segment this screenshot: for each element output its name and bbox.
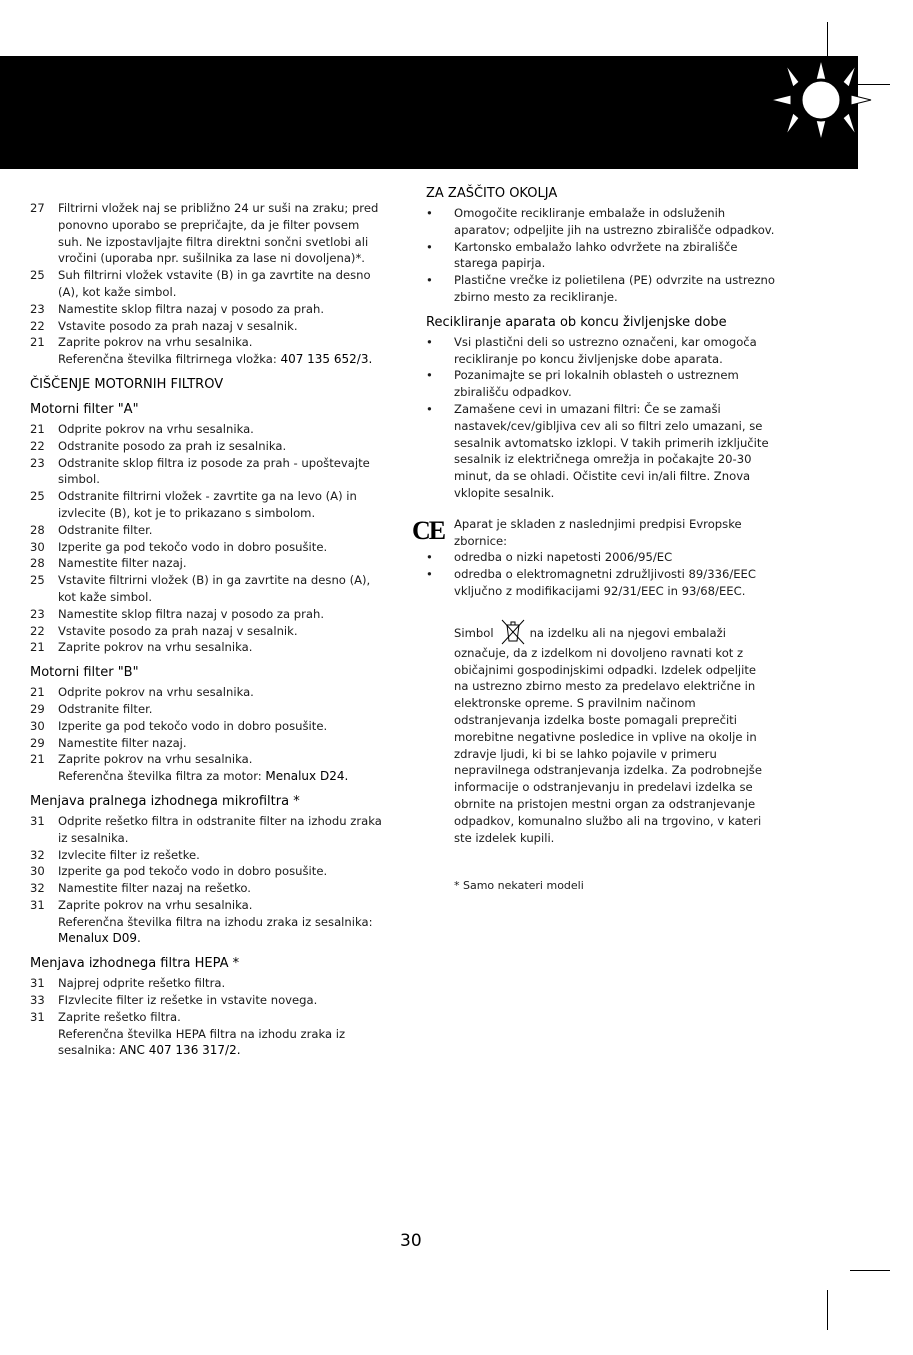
list-item: 27 Filtrirni vložek naj se približno 24 ur suši na zraku; pred ponovno uporabo se prepričajte, da je filter povsem suh. Ne izpostavljajte filtra direktni sončni svetlobi ali vročini (uporaba npr. sušilnika za lase ni dovoljena)*. — [30, 201, 379, 266]
list-item: 21 Odprite pokrov na vrhu sesalnika. — [30, 685, 254, 700]
list-item: • Zamašene cevi in umazani filtri: Če se zamaši nastavek/cev/gibljiva cev ali so filtri zelo umazani, se sesalnik avtomatsko izklopi. V takih primerih izključite sesalnik iz električnega omrežja in počakajte 20-30 minut, da se ohladi. Očistite cevi in/ali filtre. Znova vklopite sesalnik. — [426, 401, 769, 500]
section-heading-environment: ZA ZAŠČITO OKOLJA — [426, 186, 558, 201]
subheading-filter-b: Motorni filter "B" — [30, 665, 139, 681]
list-item: • Pozanimajte se pri lokalnih oblasteh o ustreznem zbirališču odpadkov. — [426, 368, 739, 400]
list-item: 31 Zaprite rešetko filtra. — [30, 1009, 181, 1024]
subheading-filter-a: Motorni filter "A" — [30, 401, 139, 417]
list-item: 31 Zaprite pokrov na vrhu sesalnika. — [30, 897, 253, 912]
list-item: 31 Odprite rešetko filtra in odstranite filter na izhodu zraka iz sesalnika. — [30, 813, 382, 845]
list-item: 29 Odstranite filter. — [30, 701, 153, 716]
list-item: • Omogočite recikliranje embalaže in odsluženih aparatov; odpeljite jih na ustrezno zbirališče odpadkov. — [426, 206, 775, 237]
subheading-recycling: Recikliranje aparata ob koncu življenjske dobe — [426, 314, 727, 330]
reference-number: Referenčna številka filtra na izhodu zraka iz sesalnika: Menalux D09. — [58, 914, 373, 946]
list-item: 32 Izvlecite filter iz rešetke. — [30, 847, 200, 862]
weee-notice: Simbol na izdelku ali na njegovi embalaži označuje, da z izdelkom ni dovoljeno ravnati kot z običajnimi gospodinjskimi odpadki. Izdelek odpeljite na ustrezno zbirno mesto za predelavo električne in elektronske opreme. S pravilnim načinom odstranjevanja izdelka boste pomagali preprečiti morebitne negativne posledice in vplive na okolje in zdravje ljudi, ki bi se lahko pojavile v primeru nepravilnega odstranjevanja izdelka. Za podrobnejše informacije o odstranjevanju in predelavi izdelka se obrnite na pristojen mestni organ za odstranjevanje odpadkov, komunalno službo ali na trgovino, v kateri ste izdelek kupili. — [426, 617, 798, 847]
list-item: 21 Zaprite pokrov na vrhu sesalnika. — [30, 335, 253, 350]
list-item: 28 Namestite filter nazaj. — [30, 556, 187, 571]
list-item: 33 FIzvlecite filter iz rešetke in vstavite novega. — [30, 993, 318, 1008]
list-item: 30 Izperite ga pod tekočo vodo in dobro posušite. — [30, 864, 328, 879]
list-item: 25 Odstranite filtrirni vložek - zavrtite ga na levo (A) in izvlecite (B), kot je to prikazano s simbolom. — [30, 489, 357, 520]
list-item: 23 Namestite sklop filtra nazaj v posodo za prah. — [30, 301, 325, 316]
crop-mark-bottom-right — [850, 1270, 890, 1271]
list-item: 30 Izperite ga pod tekočo vodo in dobro posušite. — [30, 718, 328, 733]
reference-number: Referenčna številka HEPA filtra na izhodu zraka iz sesalnika: ANC 407 136 317/2. — [58, 1026, 346, 1058]
list-item: 31 Najprej odprite rešetko filtra. — [30, 976, 226, 991]
crop-mark-top — [827, 22, 828, 58]
list-item: 23 Namestite sklop filtra nazaj v posodo za prah. — [30, 606, 325, 621]
ce-compliance: CE Aparat je skladen z naslednjimi predpisi Evropske zbornice: • odredba o nizki napetosti 2006/95/EC • odredba o elektromagnetni združljivosti 89/336/EEC vključno z modifikacijami 92/31/EEC in 93/68/EEC. — [426, 516, 798, 600]
environment-bullets — [426, 205, 798, 306]
list-item: • Vsi plastični deli so ustrezno označeni, kar omogoča recikliranje po koncu življenjske dobe aparata. — [426, 334, 757, 366]
crop-mark-bottom — [827, 1290, 828, 1330]
crossed-bin-icon — [500, 617, 526, 645]
left-column — [30, 200, 402, 1059]
list-item: 32 Namestite filter nazaj na rešetko. — [30, 881, 251, 896]
list-item: 23 Odstranite sklop filtra iz posode za prah - upoštevajte simbol. — [30, 455, 370, 487]
footnote: * Samo nekateri modeli — [454, 879, 584, 893]
page-number: 30 — [400, 1231, 422, 1251]
list-item: • odredba o nizki napetosti 2006/95/EC — [426, 550, 673, 565]
microfilter-steps — [30, 813, 402, 947]
filter-a-steps — [30, 421, 402, 656]
list-item: 22 Vstavite posodo za prah nazaj v sesalnik. — [30, 623, 298, 638]
list-item: • Plastične vrečke iz polietilena (PE) odvrzite na ustrezno zbirno mesto za recikliranje. — [426, 273, 775, 304]
right-column — [412, 186, 798, 895]
list-item: 21 Zaprite pokrov na vrhu sesalnika. — [30, 752, 253, 767]
list-item: 22 Vstavite posodo za prah nazaj v sesalnik. — [30, 318, 298, 333]
list-item: 25 Suh filtrirni vložek vstavite (B) in ga zavrtite na desno (A), kot kaže simbol. — [30, 268, 371, 299]
list-item: 28 Odstranite filter. — [30, 522, 153, 537]
recycling-bullets — [426, 334, 798, 502]
reference-number: Referenčna številka filtrirnega vložka: 407 135 652/3. — [58, 352, 373, 367]
subheading-hepa: Menjava izhodnega filtra HEPA * — [30, 956, 240, 972]
filter-b-steps — [30, 684, 402, 785]
header-bar — [0, 56, 858, 169]
reference-number: Referenčna številka filtra za motor: Menalux D24. — [58, 769, 349, 784]
intro-steps — [30, 200, 402, 368]
list-item: 21 Zaprite pokrov na vrhu sesalnika. — [30, 640, 253, 655]
hepa-steps — [30, 975, 402, 1059]
registration-sun-icon — [766, 55, 876, 145]
list-item: 29 Namestite filter nazaj. — [30, 735, 187, 750]
list-item: 22 Odstranite posodo za prah iz sesalnika. — [30, 438, 287, 453]
list-item: 21 Odprite pokrov na vrhu sesalnika. — [30, 421, 254, 436]
section-heading-motor-filters: ČIŠČENJE MOTORNIH FILTROV — [30, 376, 224, 392]
list-item: 30 Izperite ga pod tekočo vodo in dobro posušite. — [30, 539, 328, 554]
subheading-microfilter: Menjava pralnega izhodnega mikrofiltra * — [30, 793, 300, 809]
list-item: 25 Vstavite filtrirni vložek (B) in ga zavrtite na desno (A), kot kaže simbol. — [30, 573, 371, 604]
ce-mark-icon: CE — [412, 515, 445, 545]
list-item: • odredba o elektromagnetni združljivosti 89/336/EEC vključno z modifikacijami 92/31/EEC in 93/68/EEC. — [426, 567, 756, 598]
list-item: • Kartonsko embalažo lahko odvržete na zbirališče starega papirja. — [426, 239, 738, 271]
